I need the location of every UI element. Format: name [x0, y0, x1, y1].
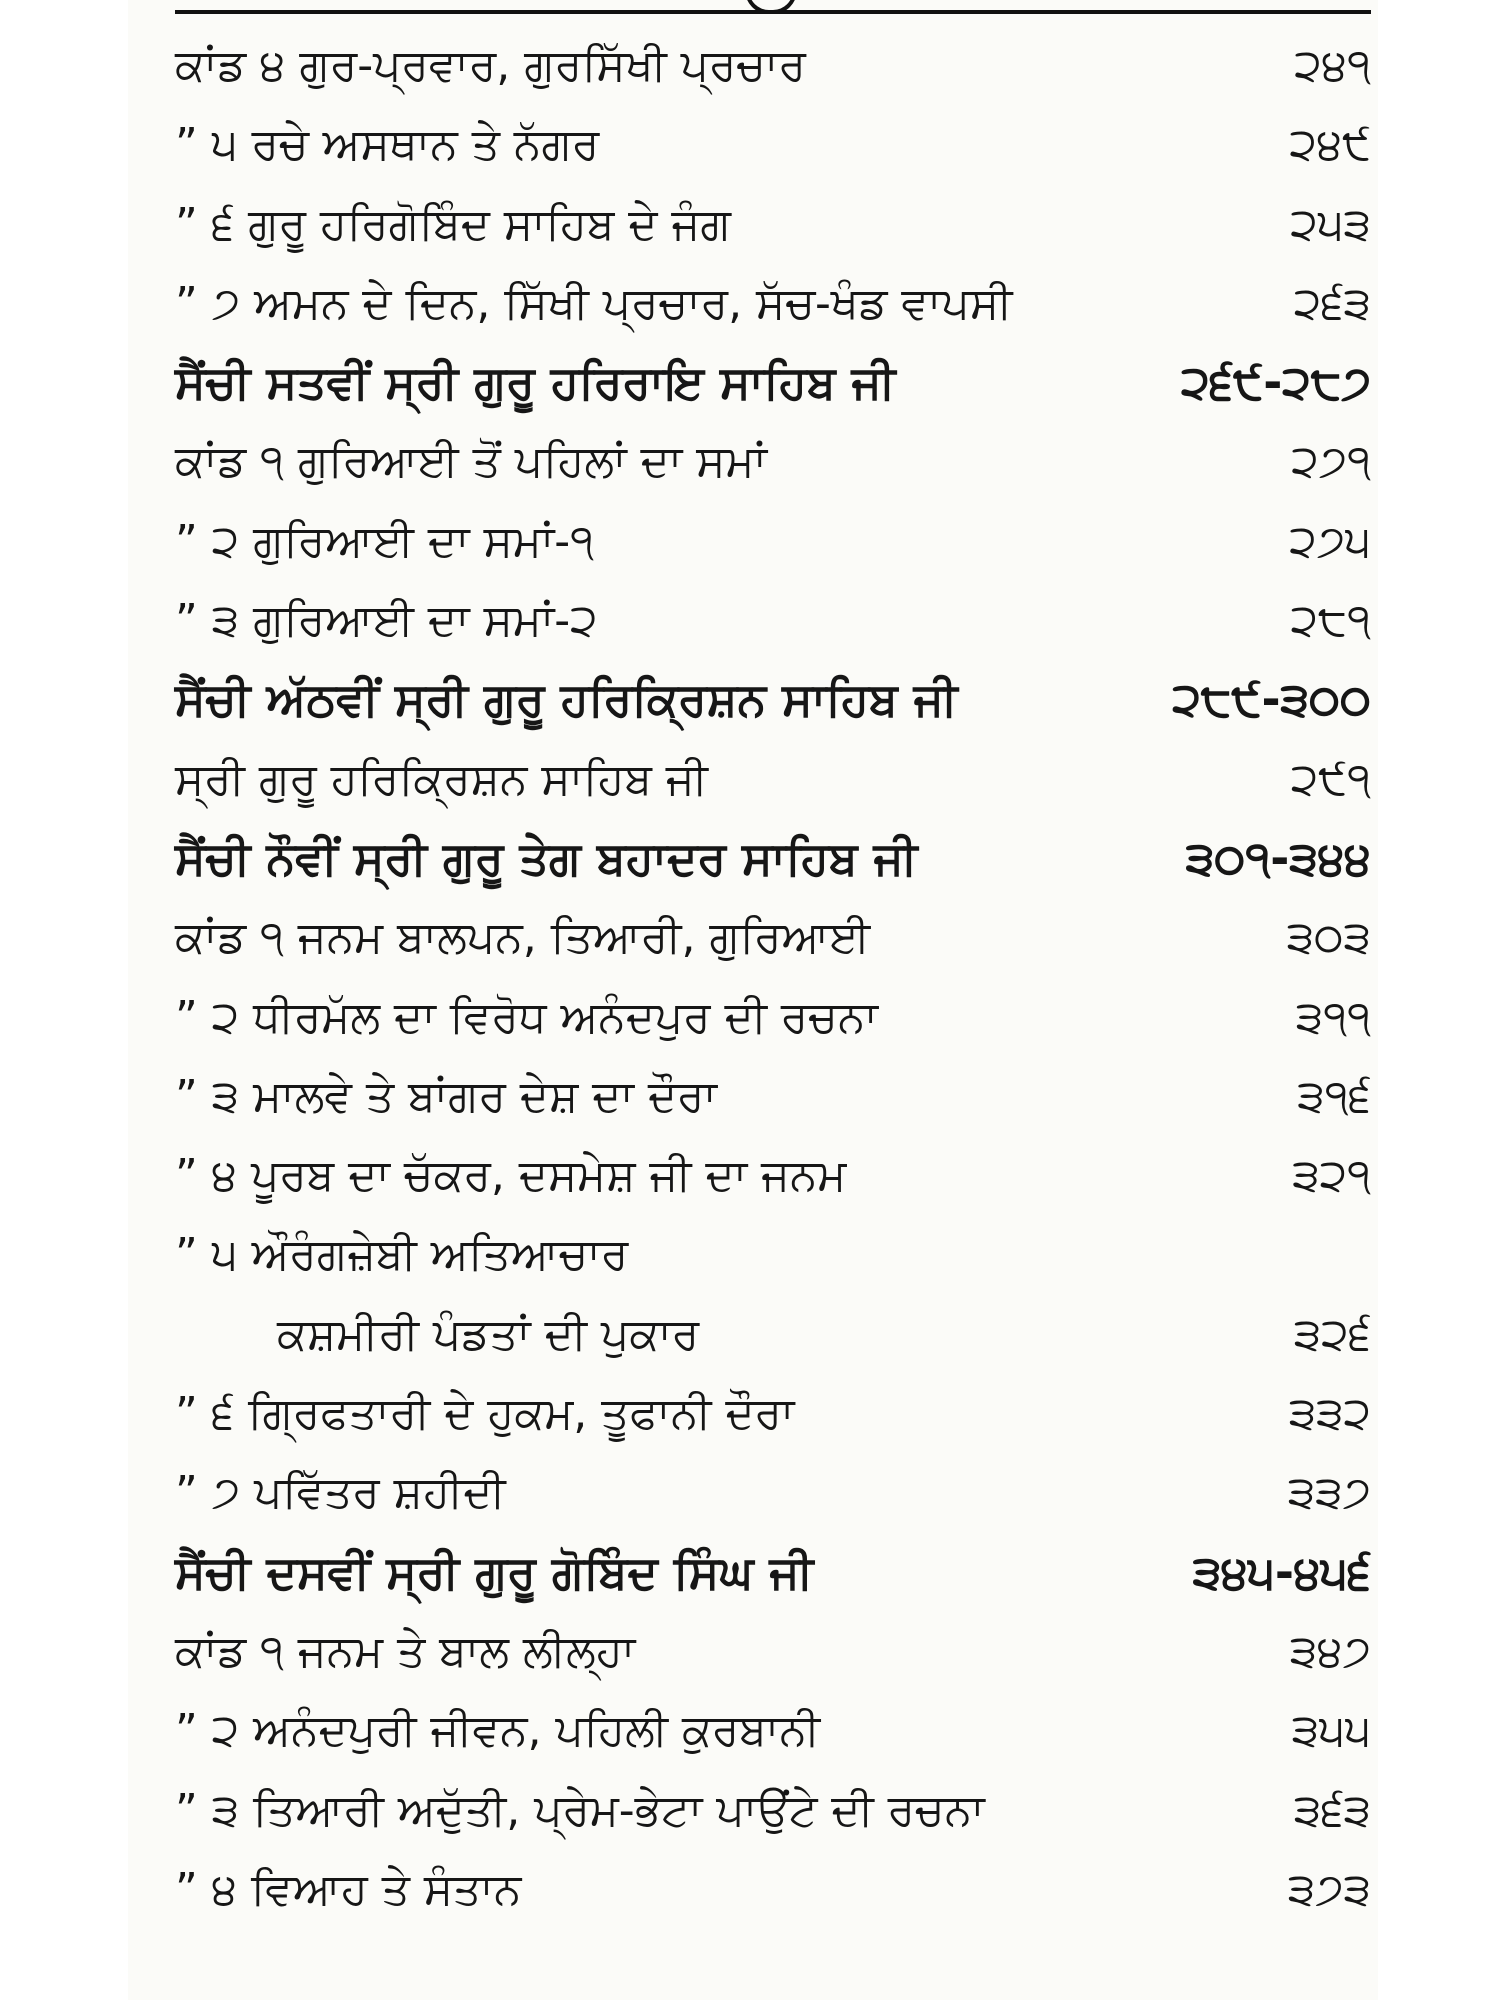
toc-entry-text: ਕਾਂਡ ੧ ਜਨਮ ਤੇ ਬਾਲ ਲੀਲ੍ਹਾ [175, 1625, 636, 1677]
table-of-contents [175, 26, 1371, 1929]
toc-entry [175, 1453, 1371, 1532]
toc-entry-text: ” ੨ ਧੀਰਮੱਲ ਦਾ ਵਿਰੋਧ ਅਨੰਦਪੁਰ ਦੀ ਰਚਨਾ [175, 991, 878, 1043]
toc-entry-text: ਸ੍ਰੀ ਗੁਰੂ ਹਰਿਕ੍ਰਿਸ਼ਨ ਸਾਹਿਬ ਜੀ [175, 753, 708, 805]
toc-entry-text: ਕਾਂਡ ੪ ਗੁਰ-ਪ੍ਰਵਾਰ, ਗੁਰਸਿੱਖੀ ਪ੍ਰਚਾਰ [175, 40, 806, 91]
toc-section-text: ਸੈਂਚੀ ਨੌਵੀਂ ਸ੍ਰੀ ਗੁਰੂ ਤੇਗ ਬਹਾਦਰ ਸਾਹਿਬ ਜੀ [175, 830, 918, 885]
toc-entry-text: ” ੩ ਗੁਰਿਆਈ ਦਾ ਸਮਾਂ-੨ [175, 595, 598, 647]
toc-entry-text: ” ੬ ਗੁਰੂ ਹਰਿਗੋਬਿੰਦ ਸਾਹਿਬ ਦੇ ਜੰਗ [175, 198, 731, 250]
toc-entry [175, 1374, 1371, 1453]
toc-entry [175, 1612, 1371, 1691]
toc-page-number: ੨੫੩ [1290, 198, 1371, 250]
toc-entry [175, 978, 1371, 1057]
toc-page-number: ੩੭੩ [1287, 1863, 1371, 1915]
toc-entry-text: ਕਾਂਡ ੧ ਗੁਰਿਆਈ ਤੋਂ ਪਹਿਲਾਂ ਦਾ ਸਮਾਂ [175, 436, 767, 488]
toc-entry [175, 740, 1371, 819]
toc-entry [175, 502, 1371, 581]
toc-entry-text: ” ੩ ਤਿਆਰੀ ਅਦੁੱਤੀ, ਪ੍ਰੇਮ-ਭੇਟਾ ਪਾਉਂਟੇ ਦੀ ਰਚਨਾ [175, 1784, 985, 1836]
toc-entry [175, 105, 1371, 184]
toc-page-number: ੨੪੯ [1289, 119, 1371, 171]
toc-entry [175, 581, 1371, 660]
toc-page-number: ੩੩੨ [1288, 1388, 1371, 1440]
toc-page-number: ੨੮੧ [1290, 595, 1371, 647]
toc-page-number: ੩੨੧ [1292, 1150, 1371, 1202]
toc-entry [175, 26, 1371, 105]
toc-section-heading [175, 1533, 1371, 1612]
toc-entry-text: ” ੭ ਪਵਿੱਤਰ ਸ਼ਹੀਦੀ [175, 1467, 506, 1519]
toc-entry-text: ” ੭ ਅਮਨ ਦੇ ਦਿਨ, ਸਿੱਖੀ ਪ੍ਰਚਾਰ, ਸੱਚ-ਖੰਡ ਵਾਪਸੀ [175, 277, 1013, 329]
toc-page-number: ੩੪੭ [1289, 1625, 1371, 1677]
toc-section-text: ਸੈਂਚੀ ਸਤਵੀਂ ਸ੍ਰੀ ਗੁਰੂ ਹਰਿਰਾਇ ਸਾਹਿਬ ਜੀ [175, 355, 896, 410]
toc-entry [175, 1691, 1371, 1770]
toc-entry-text: ” ੨ ਅਨੰਦਪੁਰੀ ਜੀਵਨ, ਪਹਿਲੀ ਕੁਰਬਾਨੀ [175, 1705, 821, 1757]
toc-entry-text: ” ੪ ਵਿਆਹ ਤੇ ਸੰਤਾਨ [175, 1863, 522, 1915]
toc-section-text: ਸੈਂਚੀ ਅੱਠਵੀਂ ਸ੍ਰੀ ਗੁਰੂ ਹਰਿਕ੍ਰਿਸ਼ਨ ਸਾਹਿਬ ਜੀ [175, 672, 958, 727]
toc-entry [175, 1136, 1371, 1215]
toc-page-number: ੨੭੧ [1291, 436, 1371, 488]
toc-entry [175, 1850, 1371, 1929]
toc-page-number: ੩੧੧ [1295, 991, 1371, 1043]
toc-entry [175, 422, 1371, 501]
toc-page-number: ੩੬੩ [1293, 1784, 1371, 1836]
toc-entry [175, 1771, 1371, 1850]
toc-page-number: ੨੪੧ [1294, 40, 1371, 91]
toc-page-number: ੨੯੧ [1290, 753, 1371, 805]
toc-page-range: ੨੬੯-੨੮੭ [1181, 355, 1371, 410]
toc-section-text: ਸੈਂਚੀ ਦਸਵੀਂ ਸ੍ਰੀ ਗੁਰੂ ਗੋਬਿੰਦ ਸਿੰਘ ਜੀ [175, 1544, 814, 1599]
toc-entry-text: ” ੪ ਪੂਰਬ ਦਾ ਚੱਕਰ, ਦਸਮੇਸ਼ ਜੀ ਦਾ ਜਨਮ [175, 1150, 847, 1202]
toc-entry-text: ਕਾਂਡ ੧ ਜਨਮ ਬਾਲਪਨ, ਤਿਆਰੀ, ਗੁਰਿਆਈ [175, 912, 871, 964]
toc-entry-text: ” ੩ ਮਾਲਵੇ ਤੇ ਬਾਂਗਰ ਦੇਸ਼ ਦਾ ਦੌਰਾ [175, 1070, 717, 1122]
toc-entry [175, 898, 1371, 977]
toc-entry-text: ” ੫ ਰਚੇ ਅਸਥਾਨ ਤੇ ਨੱਗਰ [175, 119, 600, 171]
toc-page-number: ੩੫੫ [1291, 1705, 1371, 1757]
toc-page-range: ੩੪੫-੪੫੬ [1192, 1544, 1371, 1599]
top-rule [175, 10, 1371, 14]
toc-page-range: ੩੦੧-੩੪੪ [1185, 830, 1371, 885]
toc-page-number: ੩੦੩ [1286, 912, 1371, 964]
toc-section-heading [175, 819, 1371, 898]
toc-page-number: ੨੬੩ [1293, 277, 1371, 329]
toc-page-number: ੩੨੬ [1293, 1308, 1371, 1360]
toc-page-range: ੨੮੯-੩੦੦ [1172, 672, 1371, 727]
toc-section-heading [175, 343, 1371, 422]
toc-entry [175, 185, 1371, 264]
toc-section-heading [175, 660, 1371, 739]
toc-entry-text: ” ੨ ਗੁਰਿਆਈ ਦਾ ਸਮਾਂ-੧ [175, 515, 595, 567]
toc-page-number: ੩੧੬ [1297, 1070, 1371, 1122]
toc-entry [175, 264, 1371, 343]
toc-entry-text: ” ੬ ਗ੍ਰਿਫਤਾਰੀ ਦੇ ਹੁਕਮ, ਤੂਫਾਨੀ ਦੌਰਾ [175, 1388, 795, 1440]
toc-entry [175, 1215, 1371, 1294]
toc-entry [175, 1057, 1371, 1136]
toc-entry-continuation [175, 1295, 1371, 1374]
toc-page-number: ੨੭੫ [1289, 515, 1371, 567]
toc-page-number: ੩੩੭ [1287, 1467, 1371, 1519]
toc-entry-text: ” ੫ ਔਰੰਗਜ਼ੇਬੀ ਅਤਿਆਚਾਰ [175, 1229, 629, 1281]
toc-entry-text: ਕਸ਼ਮੀਰੀ ਪੰਡਤਾਂ ਦੀ ਪੁਕਾਰ [277, 1308, 700, 1360]
